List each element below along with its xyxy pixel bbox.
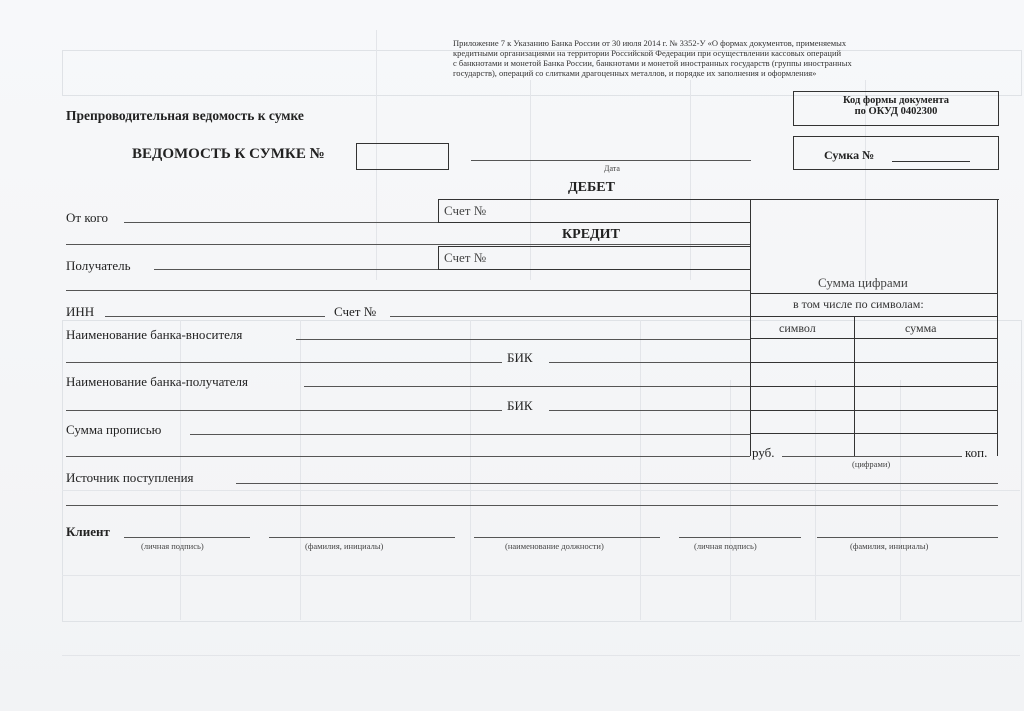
statement-number-field[interactable] [356, 143, 449, 170]
bik-depositor-field[interactable] [549, 362, 750, 363]
amount-digits-label: Сумма цифрами [818, 275, 908, 290]
client-label: Клиент [66, 524, 110, 539]
symbols-header-top [750, 316, 997, 317]
ghost-line [530, 80, 531, 280]
caption-signature-2: (личная подпись) [694, 541, 757, 551]
source-label: Источник поступления [66, 470, 194, 485]
inn-field[interactable] [105, 316, 325, 317]
symbols-row-line [750, 386, 997, 387]
symbols-row-line [750, 362, 997, 363]
bank-depositor-field[interactable] [296, 339, 750, 340]
amount-words-field[interactable] [190, 434, 750, 435]
credit-account-label: Счет № [444, 250, 487, 265]
ghost-line [815, 380, 816, 620]
symbols-header-bottom [750, 338, 997, 339]
bank-recipient-field-line-2[interactable] [66, 410, 502, 411]
recipient-field-line-2[interactable] [66, 290, 750, 291]
amount-box-right [997, 199, 998, 456]
amount-digits-line [750, 293, 997, 294]
signature-2-field[interactable] [679, 537, 801, 538]
appendix-line-3: с банкнотами и монетой Банка России, банкнотами и монетой иностранных государств (группы иностранных [453, 58, 852, 68]
caption-signature-1: (личная подпись) [141, 541, 204, 551]
appendix-line-4: государств), операций со слитками драгоценных металлов, и порядке их заполнения и оформления» [453, 68, 817, 78]
ghost-line [62, 575, 1020, 576]
debit-heading: ДЕБЕТ [568, 180, 615, 195]
inn-label: ИНН [66, 304, 95, 319]
debit-account-left [438, 199, 439, 222]
figures-caption: (цифрами) [852, 459, 891, 469]
rub-label: руб. [752, 445, 775, 460]
form-code-line-1: Код формы документа [842, 95, 950, 106]
from-field[interactable] [124, 222, 438, 223]
credit-heading: КРЕДИТ [562, 227, 620, 242]
statement-label: ВЕДОМОСТЬ К СУМКЕ № [132, 146, 325, 162]
name-2-field[interactable] [817, 537, 998, 538]
page-title: Препроводительная ведомость к сумке [66, 108, 304, 123]
amount-words-label: Сумма прописью [66, 422, 162, 437]
source-field[interactable] [236, 483, 998, 484]
position-field[interactable] [474, 537, 660, 538]
recipient-label: Получатель [66, 258, 131, 273]
bag-label: Сумка № [824, 148, 875, 162]
ghost-line [730, 380, 731, 620]
inn-account-label: Счет № [334, 304, 377, 319]
inn-account-field[interactable] [390, 316, 750, 317]
source-field-line-2[interactable] [66, 505, 998, 506]
symbol-column-header: символ [779, 321, 816, 335]
caption-name-2: (фамилия, инициалы) [850, 541, 929, 551]
form-code-line-2: по ОКУД 0402300 [854, 106, 938, 117]
ghost-block [62, 320, 1022, 622]
from-field-line-2[interactable] [66, 244, 750, 245]
client-name-field[interactable] [269, 537, 455, 538]
form-code-box [793, 91, 999, 126]
client-signature-field[interactable] [124, 537, 250, 538]
debit-account-bottom [438, 222, 750, 223]
bag-number-field[interactable] [892, 161, 970, 162]
bank-depositor-field-line-2[interactable] [66, 362, 502, 363]
credit-account-left [438, 246, 439, 269]
ghost-line [690, 80, 691, 280]
appendix-line-1: Приложение 7 к Указанию Банка России от 30 июля 2014 г. № 3352-У «О формах документов, применяемых [453, 38, 847, 48]
caption-name-1: (фамилия, инициалы) [305, 541, 384, 551]
date-field[interactable] [471, 160, 751, 161]
bik-recipient-label: БИК [507, 398, 533, 413]
bank-depositor-label: Наименование банка-вносителя [66, 327, 243, 342]
debit-account-label: Счет № [444, 203, 487, 218]
caption-position: (наименование должности) [505, 541, 604, 551]
credit-top-line [438, 246, 750, 247]
bank-recipient-field[interactable] [304, 386, 750, 387]
symbols-row-line [750, 410, 997, 411]
debit-top-line [438, 199, 999, 200]
bag-box [793, 136, 999, 170]
rub-field[interactable] [782, 456, 962, 457]
amount-box-left [750, 199, 751, 456]
appendix-line-2: кредитными организациями на территории Российской Федерации при осуществлении кассовых операций [453, 48, 842, 58]
from-label: От кого [66, 210, 108, 225]
sum-column-header: сумма [905, 321, 937, 335]
ghost-line [900, 380, 901, 620]
recipient-field[interactable] [154, 269, 438, 270]
date-caption: Дата [604, 164, 620, 173]
symbols-row-line [750, 433, 997, 434]
amount-words-field-line-2[interactable] [66, 456, 750, 457]
ghost-line [62, 490, 1020, 491]
kop-label: коп. [965, 445, 988, 460]
including-label: в том числе по символам: [793, 297, 924, 311]
bik-recipient-field[interactable] [549, 410, 750, 411]
ghost-line [62, 655, 1020, 656]
bik-depositor-label: БИК [507, 350, 533, 365]
bank-recipient-label: Наименование банка-получателя [66, 374, 248, 389]
credit-account-bottom [438, 269, 750, 270]
